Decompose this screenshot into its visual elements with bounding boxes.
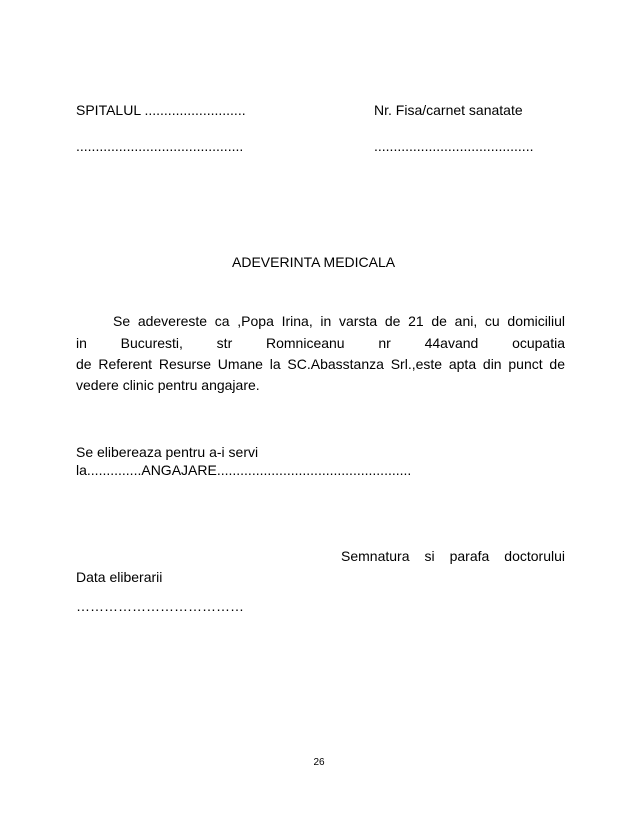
record-number-label: Nr. Fisa/carnet sanatate — [374, 102, 523, 118]
hospital-label: SPITALUL .......................... — [76, 102, 246, 118]
document-title: ADEVERINTA MEDICALA — [232, 254, 396, 270]
record-number-blank: ......................................... — [374, 138, 534, 154]
purpose-line-2: la..............ANGAJARE.................................................. — [76, 462, 412, 478]
issue-date-label: Data eliberarii — [76, 569, 163, 585]
issue-date-blank: ……………………………… — [76, 598, 244, 614]
body-line-1: Se adevereste ca ,Popa Irina, in varsta de 21 de ani, cu domiciliul — [113, 313, 565, 329]
page-number: 26 — [313, 757, 325, 768]
body-line-2: in Bucuresti, str Romniceanu nr 44avand ocupatia — [76, 335, 565, 351]
purpose-line-1: Se elibereaza pentru a-i servi — [76, 444, 259, 460]
body-line-4: vedere clinic pentru angajare. — [76, 377, 260, 393]
body-line-3: de Referent Resurse Umane la SC.Abasstanza Srl.,este apta din punct de — [76, 356, 565, 372]
hospital-name-blank: ........................................... — [76, 138, 244, 154]
doctor-signature-label: Semnatura si parafa doctorului — [341, 548, 565, 564]
